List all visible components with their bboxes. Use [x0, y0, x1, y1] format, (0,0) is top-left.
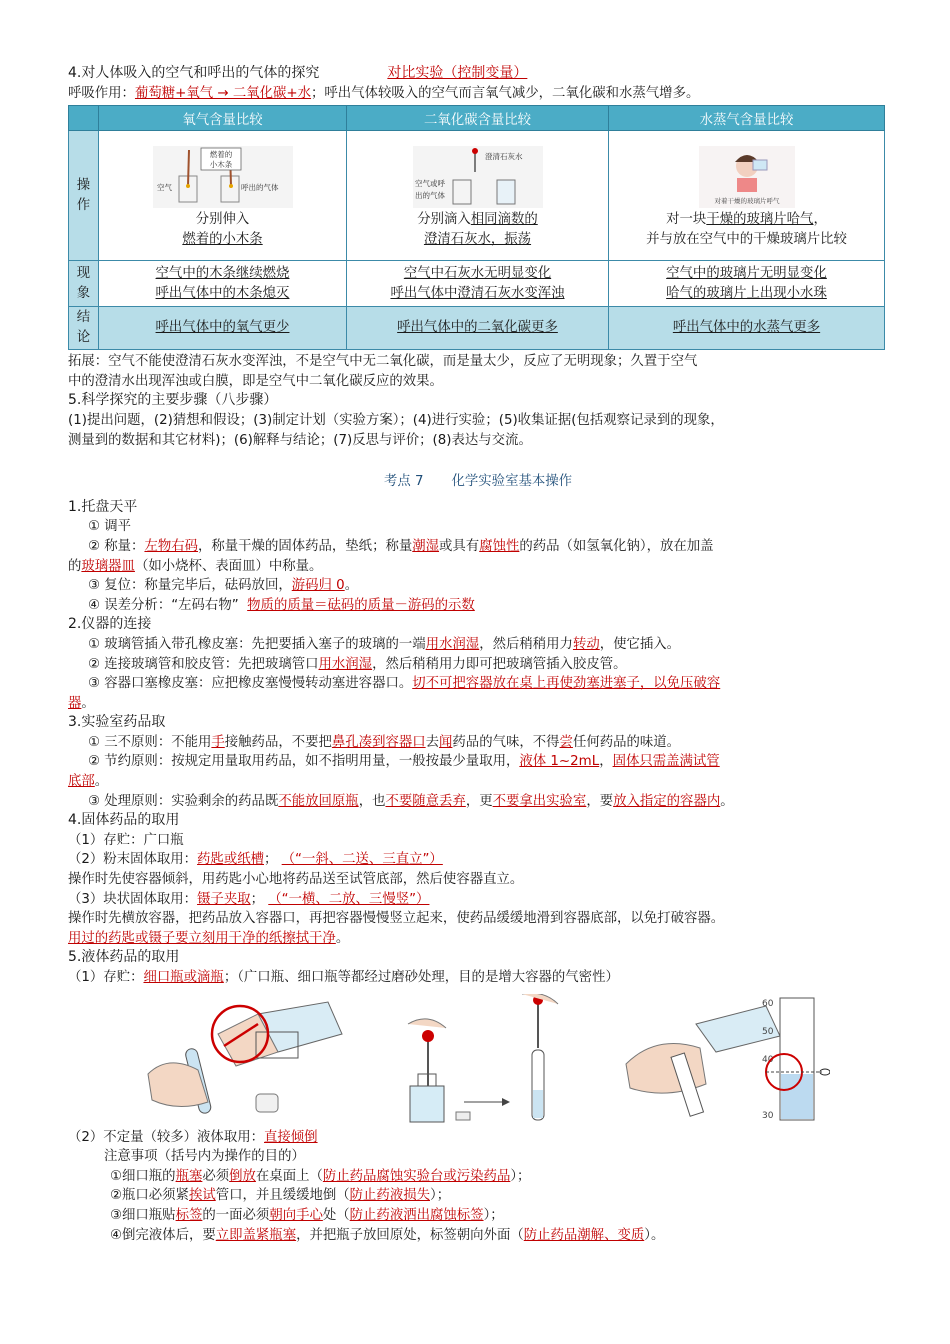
text-span: 操作: [76, 177, 91, 213]
text-span: ）；: [483, 1207, 504, 1223]
text-span: 不要拿出实验室: [492, 793, 587, 809]
table-header-row: [69, 106, 885, 131]
text-span: 。: [94, 774, 109, 790]
text-span: ②瓶口必须紧: [110, 1188, 189, 1204]
text-span: ，然后稍稍用力即可把玻璃管插入胶皮管。: [372, 656, 627, 672]
img-label-breath: 对着干燥的玻璃片呼气: [714, 196, 779, 205]
text-span: 。: [81, 695, 95, 711]
cell-phen-co2: [347, 261, 609, 307]
text-span: 用水润湿: [425, 636, 480, 652]
reagent-item-3: [68, 792, 888, 812]
text-span: 的药品（如氢氧化钠），放在加盖: [519, 538, 714, 554]
key-point-label: 考点 7: [383, 474, 424, 490]
text-span: ，并把瓶子放回原处，标签朝向外面（: [296, 1227, 524, 1243]
concl-vapor: 呼出气体中的水蒸气更多: [672, 320, 821, 336]
section-4-heading: [68, 64, 888, 84]
respiration-equation: 葡萄糖+氧气 → 二氧化碳+水: [134, 85, 312, 101]
text-span: 在桌面上（: [255, 1168, 323, 1184]
key-point-7-heading: [68, 472, 888, 492]
text-span: ）；: [430, 1188, 451, 1204]
text-span: （1）存贮：: [68, 970, 144, 985]
cylinder-tick-60: 60: [762, 998, 774, 1009]
text-span: 的一面必须: [202, 1207, 270, 1223]
op-oxygen-line1: 分别伸入: [195, 211, 250, 227]
text-span: 管口，并且缓缓地倒（: [215, 1188, 350, 1204]
notes-heading: 注意事项（括号内为操作的目的）: [104, 1149, 305, 1165]
text-span: 转动: [572, 636, 600, 652]
cell-phen-vapor: [609, 261, 885, 307]
text-span: 对一块: [666, 211, 707, 227]
text-span: 的: [68, 558, 82, 574]
connection-item-3: [68, 674, 888, 694]
text-span: 。: [335, 930, 350, 946]
cell-concl-oxygen: [99, 307, 347, 350]
text-span: 细口瓶或滴瓶: [143, 970, 224, 985]
text-span: 防止药液洒出腐蚀标签: [349, 1207, 484, 1223]
op-co2-line2: 澄清石灰水，振荡: [423, 231, 532, 247]
text-span: 直接倾倒: [264, 1129, 318, 1145]
phen-oxygen-line1: 空气中的木条继续燃烧: [155, 265, 290, 281]
note-1: [68, 1167, 888, 1187]
text-span: ；: [250, 891, 264, 907]
balance-item-2: [68, 537, 888, 557]
section-4-title: 4.对人体吸入的空气和呼出的气体的探究: [68, 65, 320, 81]
phen-oxygen-line2: 呼出气体中的木条熄灭: [155, 285, 290, 301]
steps-line-1: (1)提出问题，(2)猜想和假设；(3)制定计划（实验方案）；(4)进行实验；(5)收集证据(包括观察记录到的现象，: [68, 412, 724, 428]
text-span: （2）不定量（较多）液体取用：: [68, 1129, 264, 1145]
img-label-exhaled-gas: 出的气体: [414, 190, 445, 200]
text-span: 药匙或纸槽: [197, 852, 264, 868]
img-label-exhaled: 呼出的气体: [240, 182, 278, 192]
text-span: 手: [211, 734, 225, 750]
header-corner: [69, 106, 99, 131]
text-span: ④ 误差分析：“左码右物”: [88, 597, 239, 613]
text-span: （3）块状固体取用：: [68, 891, 198, 907]
text-span: 不要随意丢弃: [385, 793, 466, 809]
op-co2-line1: [348, 210, 607, 230]
text-span: 物质的质量＝砝码的质量－游码的示数: [247, 597, 475, 613]
extension-line-1: 拓展：空气不能使澄清石灰水变浑浊，不是空气中无二氧化碳，而是量太少，反应了无明现象；久置于空气: [68, 354, 698, 370]
cell-concl-vapor: [609, 307, 885, 350]
text-span: ④倒完液体后，要: [110, 1227, 216, 1243]
limewater-illustration: [413, 146, 543, 208]
reagent-item-2: [68, 752, 888, 772]
text-span: ③ 复位：称量完毕后，砝码放回，: [88, 578, 292, 594]
img-label-air: 空气: [156, 182, 172, 192]
cell-concl-co2: [347, 307, 609, 350]
text-span: ② 节约原则：按规定用量取用药品，如不指明用量，一般按最少量取用，: [88, 754, 520, 770]
text-span: ③ 容器口塞橡皮塞：应把橡皮塞慢慢转动塞进容器口。: [88, 676, 413, 692]
key-point-title: 化学实验室基本操作: [451, 474, 573, 490]
img-label-splint: 小木条: [209, 159, 232, 169]
text-span: ，使它插入。: [599, 636, 681, 652]
text-span: ，: [813, 211, 827, 227]
text-span: 防止药品潮解、变质: [523, 1227, 645, 1243]
balance-item-2-cont: [68, 557, 888, 577]
op-vapor-line2: 并与放在空气中的干燥玻璃片比较: [646, 231, 847, 247]
document-page: [68, 64, 888, 1245]
cylinder-reading-illustration: [616, 994, 830, 1124]
text-span: ② 连接玻璃管和胶皮管：先把玻璃管口: [88, 656, 319, 672]
text-span: ；: [264, 852, 278, 868]
text-span: 朝向手心: [269, 1207, 323, 1223]
text-span: ，: [599, 754, 613, 770]
cylinder-tick-30: 30: [762, 1110, 774, 1121]
connection-item-2: [68, 655, 888, 675]
phen-vapor-line2: 哈气的玻璃片上出现小水珠: [666, 285, 827, 301]
text-span: ① 三不原则：不能用: [88, 734, 212, 750]
text-span: ② 称量：: [88, 538, 145, 554]
text-span: 尝: [559, 734, 573, 750]
note-3: [68, 1206, 888, 1226]
comparison-table: [68, 105, 885, 350]
solid-item-2: [68, 850, 888, 870]
row-label-phenomenon: [69, 261, 99, 307]
table-row-phenomenon: [69, 261, 885, 307]
note-4: [68, 1226, 888, 1246]
text-span: ）。: [644, 1227, 665, 1243]
note-2: [68, 1186, 888, 1206]
text-span: （2）粉末固体取用：: [68, 852, 198, 868]
cylinder-tick-50: 50: [762, 1026, 774, 1037]
img-label-limewater: 澄清石灰水: [484, 151, 522, 161]
header-vapor: 水蒸气含量比较: [609, 106, 885, 131]
table-row-conclusion: [69, 307, 885, 350]
text-span: 接触药品，不要把: [224, 734, 332, 750]
steps-line-2: 测量到的数据和其它材料)；(6)解释与结论；(7)反思与评价；(8)表达与交流。: [68, 432, 532, 448]
text-span: 药品的气味，不得: [452, 734, 560, 750]
text-span: 固体只需盖满试管: [612, 754, 720, 770]
balance-title: 1.托盘天平: [68, 498, 138, 515]
phen-co2-line1: 空气中石灰水无明显变化: [403, 265, 552, 281]
text-span: 底部: [68, 774, 95, 790]
solid-item-3-note: [68, 929, 888, 949]
text-span: 用过的药匙或镊子要立刻用干净的纸擦拭干净: [68, 930, 336, 946]
text-span: 腐蚀性: [479, 538, 520, 554]
liquid-item-2: [68, 1128, 888, 1148]
text-span: 现象: [76, 265, 91, 301]
text-span: 去: [425, 734, 440, 750]
liquid-illustrations: [68, 992, 888, 1128]
text-span: 瓶塞: [175, 1168, 203, 1184]
text-span: 分别滴入: [417, 211, 471, 227]
section-5-title: 5.科学探究的主要步骤（八步骤）: [68, 392, 278, 409]
header-co2: 二氧化碳含量比较: [347, 106, 609, 131]
connection-title: 2.仪器的连接: [68, 616, 152, 633]
connection-item-3-cont: [68, 694, 888, 714]
extension-line-2: 中的澄清水出现浑浊或白膜，即是空气中二氧化碳反应的效果。: [68, 373, 443, 389]
text-span: 闻: [439, 734, 453, 750]
solid-item-1: （1）存贮：广口瓶: [68, 832, 184, 848]
wood-splint-illustration: [153, 146, 293, 208]
balance-item-3: [68, 576, 888, 596]
respiration-suffix: ；呼出气体较吸入的空气而言氧气减少，二氧化碳和水蒸气增多。: [311, 85, 700, 101]
row-label-conclusion: [69, 307, 99, 350]
text-span: ③细口瓶贴: [110, 1207, 176, 1223]
header-oxygen: 氧气含量比较: [99, 106, 347, 131]
text-span: 必须: [202, 1168, 230, 1184]
text-span: ，更: [465, 793, 493, 809]
reagent-title: 3.实验室药品取: [68, 714, 166, 731]
cell-phen-oxygen: [99, 261, 347, 307]
connection-item-1: [68, 635, 888, 655]
text-span: ①细口瓶的: [110, 1168, 176, 1184]
text-span: 液体 1~2mL: [519, 754, 600, 770]
op-vapor-line1: [610, 210, 883, 230]
text-span: 防止药液损失: [349, 1188, 430, 1204]
text-span: 挨试: [188, 1188, 216, 1204]
text-span: 干燥的玻璃片哈气: [706, 211, 814, 227]
balance-item-1: ① 调平: [88, 519, 132, 535]
breath-glass-illustration: [699, 146, 795, 208]
text-span: 相同滴数的: [470, 211, 538, 227]
cell-op-oxygen: [99, 131, 347, 261]
liquid-item-1: [68, 968, 888, 988]
text-span: （“一斜、二送、三直立”）: [281, 852, 443, 868]
reagent-item-2-cont: [68, 772, 888, 792]
text-span: 用水润湿: [318, 656, 373, 672]
img-label-burning: 燃着的: [209, 149, 232, 159]
cylinder-tick-40: 40: [762, 1054, 774, 1065]
text-span: ，然后稍稍用力: [479, 636, 573, 652]
dropper-illustration: [398, 994, 588, 1124]
concl-oxygen: 呼出气体中的氧气更少: [155, 320, 290, 336]
solid-item-3-desc: 操作时先横放容器，把药品放入容器口，再把容器慢慢竖立起来，使药品缓缓地滑到容器底部，以免打破容器。: [68, 911, 725, 927]
cell-op-vapor: [609, 131, 885, 261]
text-span: 镊子夹取: [197, 891, 251, 907]
respiration-prefix: 呼吸作用：: [68, 85, 135, 101]
pouring-illustration: [128, 994, 348, 1124]
text-span: 切不可把容器放在桌上再使劲塞进塞子，以免压破容: [412, 676, 721, 692]
text-span: 玻璃器皿: [81, 558, 135, 574]
text-span: 立即盖紧瓶塞: [215, 1227, 297, 1243]
solid-item-3: [68, 890, 888, 910]
text-span: 。: [720, 793, 734, 809]
balance-item-4: [68, 596, 888, 616]
table-row-operation: [69, 131, 885, 261]
text-span: 防止药品腐蚀实验台或污染药品: [322, 1168, 511, 1184]
text-span: ，要: [586, 793, 614, 809]
text-span: ，称量干燥的固体药品，垫纸；称量: [198, 538, 413, 554]
text-span: （“一横、二放、三慢竖”）: [268, 891, 430, 907]
text-span: 结论: [76, 310, 91, 346]
reagent-item-1: [68, 733, 888, 753]
text-span: 倒放: [229, 1168, 256, 1184]
text-span: 左物右码: [144, 538, 198, 554]
phen-vapor-line1: 空气中的玻璃片无明显变化: [666, 265, 827, 281]
text-span: 游码归 0: [291, 578, 345, 594]
phen-co2-line2: 呼出气体中澄清石灰水变浑浊: [390, 285, 565, 301]
text-span: 潮湿: [412, 538, 440, 554]
text-span: 任何药品的味道。: [572, 734, 681, 750]
text-span: ① 玻璃管插入带孔橡皮塞：先把要插入塞子的玻璃的一端: [88, 636, 426, 652]
text-span: 器: [68, 695, 82, 711]
text-span: 不能放回原瓶: [278, 793, 359, 809]
text-span: 。: [344, 578, 359, 594]
text-span: 或具有: [439, 538, 480, 554]
concl-co2: 呼出气体中的二氧化碳更多: [397, 320, 558, 336]
method-label: 对比实验（控制变量）: [387, 65, 528, 81]
text-span: ，也: [358, 793, 386, 809]
text-span: ；（广口瓶、细口瓶等都经过磨砂处理，目的是增大容器的气密性）: [223, 970, 619, 985]
text-span: 处（: [322, 1207, 350, 1223]
img-label-air-or: 空气或呼: [414, 178, 445, 188]
cell-op-co2: [347, 131, 609, 261]
text-span: ③ 处理原则：实验剩余的药品既: [88, 793, 279, 809]
text-span: 放入指定的容器内: [613, 793, 721, 809]
text-span: ）；: [510, 1168, 531, 1184]
liquid-title: 5.液体药品的取用: [68, 949, 180, 966]
op-oxygen-line2: 燃着的小木条: [182, 231, 263, 247]
row-label-operation: [69, 131, 99, 261]
solid-item-2-desc: 操作时先使容器倾斜，用药匙小心地将药品送至试管底部，然后使容器直立。: [68, 872, 524, 888]
respiration-line: [68, 84, 888, 104]
text-span: 标签: [175, 1207, 203, 1223]
text-span: （如小烧杯、表面皿）中称量。: [134, 558, 323, 574]
solid-title: 4.固体药品的取用: [68, 812, 180, 829]
text-span: 鼻孔凑到容器口: [331, 734, 426, 750]
